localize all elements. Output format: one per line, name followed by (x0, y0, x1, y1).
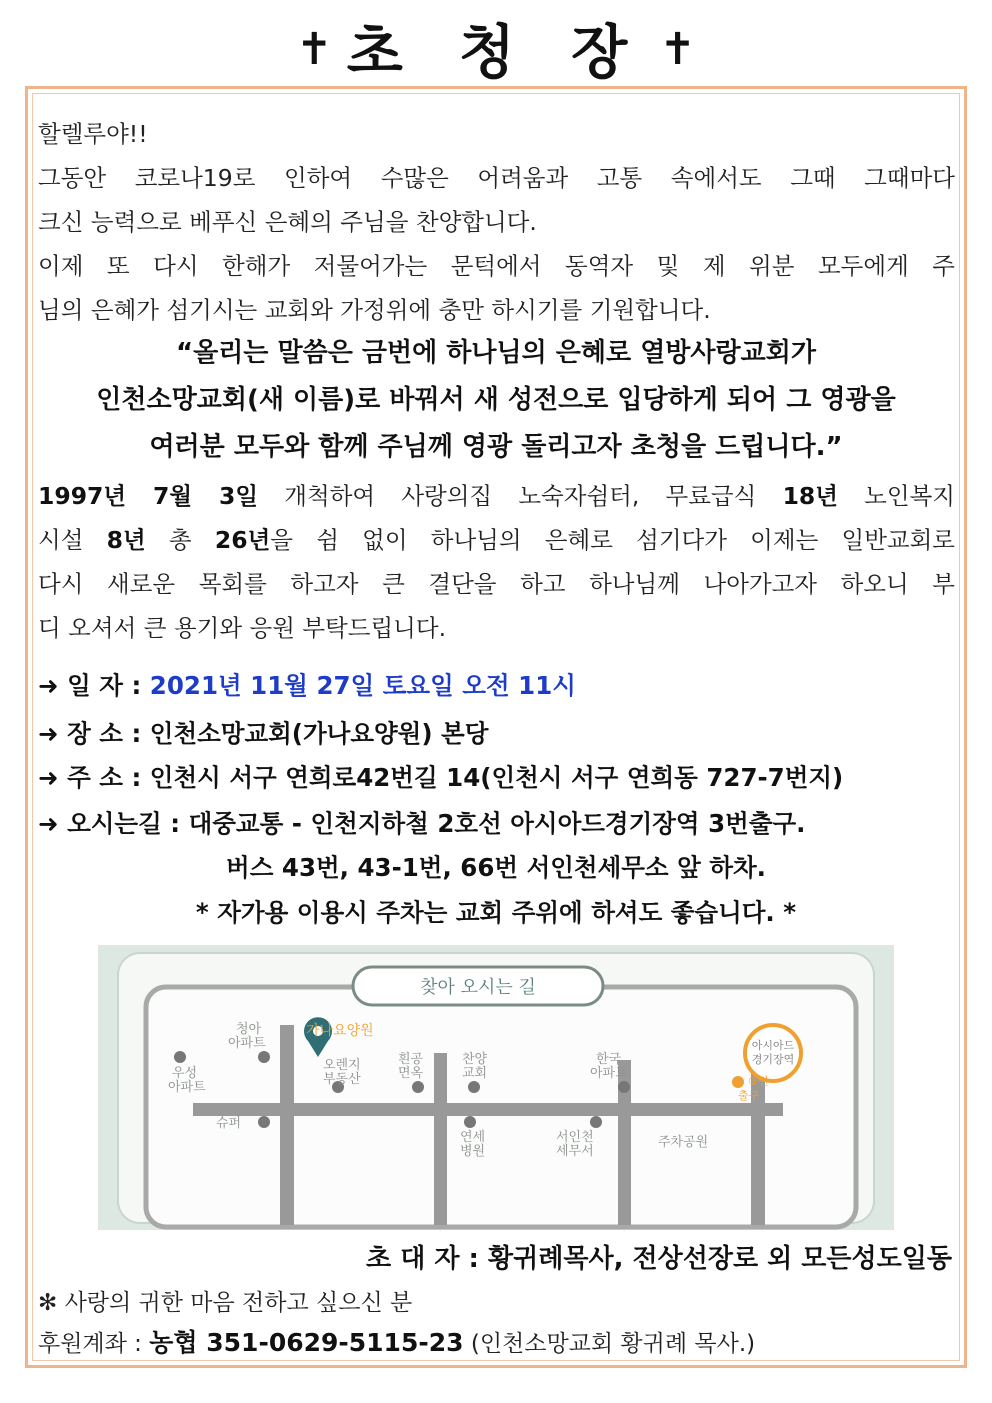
map-title: 찾아 오시는 길 (420, 977, 536, 998)
donation-note: ✻ 사랑의 귀한 마음 전하고 싶으신 분 (38, 1290, 413, 1316)
address-row (38, 756, 843, 800)
map-label: 찬양 (462, 1052, 488, 1067)
host-line: 초 대 자 : 황귀례목사, 전상선장로 외 모든성도일동 (366, 1244, 952, 1274)
donation-account: 농협 351-0629-5115-23 (149, 1328, 464, 1357)
donation-account-row (38, 1321, 755, 1366)
directions-label: 오시는길 : (67, 809, 189, 838)
cross-icon: ✝ (659, 24, 697, 75)
directions-row (38, 802, 805, 846)
greeting-line: 님의 은혜가 섬기시는 교회와 가정위에 충만 하시기를 기원합니다. (38, 296, 711, 324)
map-label: 주차공원 (658, 1135, 709, 1150)
arrow-icon: ➜ (38, 809, 59, 838)
date-row (38, 664, 576, 708)
map-label: 아파트 (228, 1036, 266, 1051)
invitation-quote (30, 330, 962, 471)
place-value: 인천소망교회(가나요양원) 본당 (149, 719, 489, 748)
quote-line: 인천소망교회(새 이름)로 바꿔서 새 성전으로 입당하게 되어 그 영광을 (96, 385, 896, 415)
map-label: 아파트 (590, 1066, 628, 1081)
history-line: 디 오셔서 큰 용기와 응원 부탁드립니다. (38, 614, 447, 642)
greeting-paragraph (38, 112, 955, 332)
directions-value: 대중교통 - 인천지하철 2호선 아시아드경기장역 3번출구. (188, 809, 806, 838)
map-label: 교회 (462, 1066, 488, 1081)
map-label: 오렌지 (323, 1058, 361, 1073)
date-label: 일 자 : (67, 671, 150, 700)
map-label: 아파트 (168, 1080, 206, 1095)
cross-icon: ✝ (295, 24, 333, 75)
map-label: 연세 (460, 1130, 486, 1145)
title-text: 초 청 장 (346, 18, 646, 86)
donation-label: 후원계좌 : (38, 1331, 150, 1357)
address-value: 인천시 서구 연희로42번길 14(인천시 서구 연희동 727-7번지) (149, 763, 844, 792)
map-graphic (98, 945, 894, 1230)
map-label: 우성 (172, 1066, 198, 1081)
map-label: 한국 (596, 1052, 622, 1067)
parking-note: * 자가용 이용시 주차는 교회 주위에 하셔도 좋습니다. * (195, 898, 797, 927)
map-label: 경기장역 (751, 1053, 795, 1066)
arrow-icon: ➜ (38, 719, 59, 748)
donation-holder: (인천소망교회 황귀례 목사.) (463, 1331, 756, 1357)
greeting-line: 할렐루야!! (38, 120, 148, 148)
history-paragraph (38, 474, 955, 650)
map-label: 부동산 (323, 1072, 361, 1087)
greeting-line: 이제 또 다시 한해가 저물어가는 문턱에서 동역자 및 제 위분 모두에게 주 (38, 252, 955, 280)
map-label: 아시아드 (751, 1039, 795, 1052)
arrow-icon: ➜ (38, 763, 59, 792)
map-label: 서인천 (556, 1130, 594, 1145)
map-label: 흰공 (398, 1052, 424, 1067)
map-label: ③번 (748, 1075, 769, 1088)
address-label: 주 소 : (67, 763, 150, 792)
quote-line: 여러분 모두와 함께 주님께 영광 돌리고자 초청을 드립니다.” (149, 432, 843, 462)
greeting-line: 크신 능력으로 베푸신 은혜의 주님을 찬양합니다. (38, 208, 537, 236)
map-label: 슈퍼 (216, 1116, 242, 1131)
map-label: 세무서 (556, 1144, 594, 1159)
history-line: 다시 새로운 목회를 하고자 큰 결단을 하고 하나님께 나아가고자 하오니 부 (38, 570, 955, 598)
place-label: 장 소 : (67, 719, 150, 748)
invitation-title (0, 14, 992, 88)
map-label: 청아 (236, 1022, 262, 1037)
greeting-line: 그동안 코로나19로 인하여 수많은 어려움과 고통 속에서도 그때 그때마다 (38, 164, 955, 192)
quote-line: “올리는 말씀은 금번에 하나님의 은혜로 열방사랑교회가 (175, 338, 816, 368)
place-row (38, 712, 488, 756)
history-line: 1997년 7월 3일 개척하여 사랑의집 노숙자쉼터, 무료급식 18년 노인복지 (38, 482, 955, 510)
date-value: 2021년 11월 27일 토요일 오전 11시 (149, 671, 576, 700)
arrow-icon: ➜ (38, 671, 59, 700)
location-map (98, 945, 894, 1230)
map-label: 병원 (460, 1144, 486, 1159)
bus-directions: 버스 43번, 43-1번, 66번 서인천세무소 앞 하차. (226, 853, 766, 882)
history-line: 시설 8년 총 26년을 쉼 없이 하나님의 은혜로 섬기다가 이제는 일반교회로 (38, 526, 955, 554)
map-label: 출구 (738, 1089, 760, 1102)
map-church-label: 가나요양원 (306, 1023, 374, 1039)
map-label: 면옥 (398, 1066, 424, 1081)
